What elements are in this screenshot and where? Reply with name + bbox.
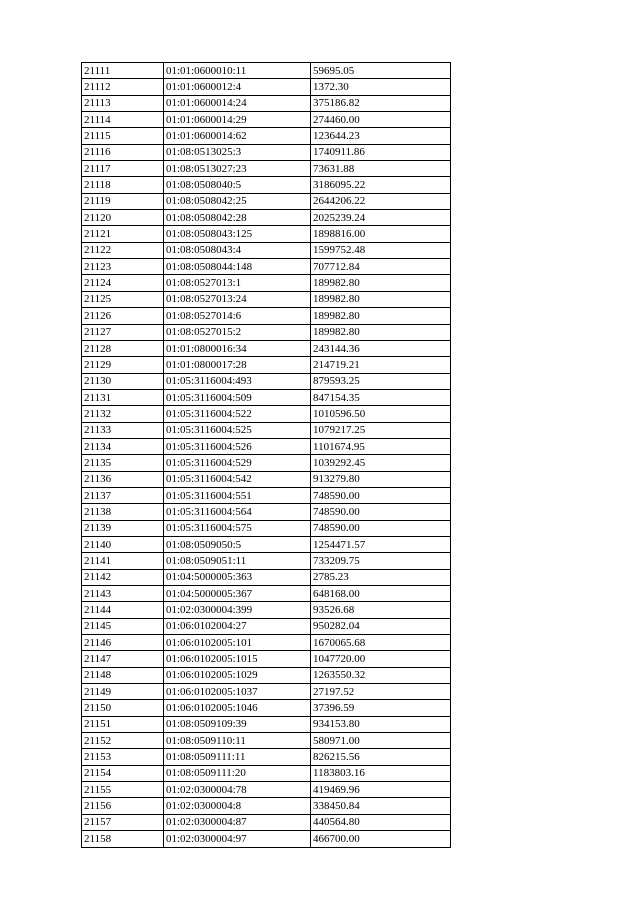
cadastral-number-cell: 01:01:0800017:28 [164,357,311,373]
table-row [82,275,451,291]
amount-cell: 123644.23 [311,128,451,144]
cadastral-number-cell: 01:08:0509110:11 [164,733,311,749]
table-row [82,422,451,438]
row-number-cell: 21123 [82,259,164,275]
table-row [82,79,451,95]
amount-cell: 93526.68 [311,602,451,618]
amount-cell: 847154.35 [311,389,451,405]
table-row [82,161,451,177]
table-row [82,635,451,651]
amount-cell: 2785.23 [311,569,451,585]
cadastral-number-cell: 01:06:0102005:1046 [164,700,311,716]
row-number-cell: 21127 [82,324,164,340]
table-row [82,733,451,749]
cadastral-number-cell: 01:01:0800016:34 [164,340,311,356]
row-number-cell: 21151 [82,716,164,732]
table-row [82,357,451,373]
table-row [82,504,451,520]
amount-cell: 214719.21 [311,357,451,373]
cadastral-number-cell: 01:08:0509109:39 [164,716,311,732]
cadastral-number-cell: 01:08:0508040:5 [164,177,311,193]
row-number-cell: 21139 [82,520,164,536]
row-number-cell: 21122 [82,242,164,258]
amount-cell: 707712.84 [311,259,451,275]
amount-cell: 59695.05 [311,63,451,79]
table-row [82,193,451,209]
amount-cell: 1254471.57 [311,536,451,552]
amount-cell: 243144.36 [311,340,451,356]
amount-cell: 466700.00 [311,831,451,847]
amount-cell: 748590.00 [311,504,451,520]
row-number-cell: 21134 [82,438,164,454]
table-row [82,684,451,700]
amount-cell: 3186095.22 [311,177,451,193]
row-number-cell: 21119 [82,193,164,209]
table-row [82,226,451,242]
cadastral-number-cell: 01:02:0300004:87 [164,814,311,830]
row-number-cell: 21112 [82,79,164,95]
table-row [82,651,451,667]
row-number-cell: 21148 [82,667,164,683]
cadastral-number-cell: 01:01:0600014:29 [164,112,311,128]
cadastral-number-cell: 01:02:0300004:399 [164,602,311,618]
cadastral-number-cell: 01:08:0527014:6 [164,308,311,324]
table-row [82,259,451,275]
row-number-cell: 21144 [82,602,164,618]
cadastral-number-cell: 01:08:0508042:28 [164,210,311,226]
row-number-cell: 21155 [82,782,164,798]
row-number-cell: 21133 [82,422,164,438]
amount-cell: 338450.84 [311,798,451,814]
amount-cell: 648168.00 [311,586,451,602]
amount-cell: 189982.80 [311,308,451,324]
row-number-cell: 21124 [82,275,164,291]
amount-cell: 73631.88 [311,161,451,177]
table-row [82,553,451,569]
amount-cell: 1079217.25 [311,422,451,438]
amount-cell: 748590.00 [311,487,451,503]
row-number-cell: 21125 [82,291,164,307]
table-row [82,455,451,471]
amount-cell: 826215.56 [311,749,451,765]
row-number-cell: 21128 [82,340,164,356]
table-row [82,536,451,552]
cadastral-number-cell: 01:04:5000005:363 [164,569,311,585]
amount-cell: 1047720.00 [311,651,451,667]
table-row [82,406,451,422]
cadastral-number-cell: 01:02:0300004:8 [164,798,311,814]
cadastral-number-cell: 01:08:0508043:4 [164,242,311,258]
amount-cell: 580971.00 [311,733,451,749]
amount-cell: 27197.52 [311,684,451,700]
row-number-cell: 21142 [82,569,164,585]
cadastral-number-cell: 01:05:3116004:493 [164,373,311,389]
table-row [82,438,451,454]
table-row [82,144,451,160]
cadastral-number-cell: 01:08:0513025:3 [164,144,311,160]
row-number-cell: 21146 [82,635,164,651]
row-number-cell: 21115 [82,128,164,144]
amount-cell: 2025239.24 [311,210,451,226]
table-row [82,798,451,814]
table-row [82,340,451,356]
cadastral-number-cell: 01:05:3116004:525 [164,422,311,438]
table-row [82,586,451,602]
amount-cell: 37396.59 [311,700,451,716]
table-row [82,814,451,830]
row-number-cell: 21117 [82,161,164,177]
cadastral-number-cell: 01:06:0102005:1037 [164,684,311,700]
cadastral-number-cell: 01:06:0102004:27 [164,618,311,634]
table-row [82,63,451,79]
cadastral-number-cell: 01:02:0300004:78 [164,782,311,798]
row-number-cell: 21116 [82,144,164,160]
amount-cell: 1898816.00 [311,226,451,242]
table-row [82,831,451,847]
row-number-cell: 21158 [82,831,164,847]
cadastral-number-cell: 01:08:0527015:2 [164,324,311,340]
amount-cell: 733209.75 [311,553,451,569]
cadastral-number-cell: 01:05:3116004:509 [164,389,311,405]
cadastral-number-cell: 01:05:3116004:522 [164,406,311,422]
row-number-cell: 21120 [82,210,164,226]
cadastral-number-cell: 01:08:0509051:11 [164,553,311,569]
cadastral-number-cell: 01:08:0527013:24 [164,291,311,307]
cadastral-number-cell: 01:05:3116004:542 [164,471,311,487]
table-row [82,667,451,683]
amount-cell: 1183803.16 [311,765,451,781]
table-body [82,63,451,848]
cadastral-number-cell: 01:08:0509050:5 [164,536,311,552]
row-number-cell: 21153 [82,749,164,765]
amount-cell: 1010596.50 [311,406,451,422]
row-number-cell: 21154 [82,765,164,781]
table-row [82,177,451,193]
amount-cell: 748590.00 [311,520,451,536]
table-row [82,700,451,716]
table-row [82,487,451,503]
row-number-cell: 21138 [82,504,164,520]
row-number-cell: 21152 [82,733,164,749]
data-table [81,62,451,848]
cadastral-number-cell: 01:08:0508044:148 [164,259,311,275]
amount-cell: 2644206.22 [311,193,451,209]
row-number-cell: 21143 [82,586,164,602]
row-number-cell: 21113 [82,95,164,111]
row-number-cell: 21130 [82,373,164,389]
table-row [82,716,451,732]
amount-cell: 934153.80 [311,716,451,732]
row-number-cell: 21136 [82,471,164,487]
cadastral-number-cell: 01:08:0509111:11 [164,749,311,765]
row-number-cell: 21126 [82,308,164,324]
cadastral-number-cell: 01:05:3116004:529 [164,455,311,471]
cadastral-number-cell: 01:08:0527013:1 [164,275,311,291]
cadastral-number-cell: 01:05:3116004:551 [164,487,311,503]
amount-cell: 1101674.95 [311,438,451,454]
row-number-cell: 21141 [82,553,164,569]
amount-cell: 1372.30 [311,79,451,95]
table-row [82,324,451,340]
amount-cell: 913279.80 [311,471,451,487]
amount-cell: 1599752.48 [311,242,451,258]
cadastral-number-cell: 01:06:0102005:1015 [164,651,311,667]
table-row [82,471,451,487]
cadastral-number-cell: 01:02:0300004:97 [164,831,311,847]
table-row [82,782,451,798]
cadastral-number-cell: 01:01:0600012:4 [164,79,311,95]
cadastral-number-cell: 01:05:3116004:564 [164,504,311,520]
table-row [82,242,451,258]
row-number-cell: 21121 [82,226,164,242]
amount-cell: 419469.96 [311,782,451,798]
row-number-cell: 21132 [82,406,164,422]
amount-cell: 440564.80 [311,814,451,830]
cadastral-number-cell: 01:08:0508043:125 [164,226,311,242]
cadastral-number-cell: 01:01:0600014:24 [164,95,311,111]
amount-cell: 274460.00 [311,112,451,128]
row-number-cell: 21137 [82,487,164,503]
amount-cell: 189982.80 [311,275,451,291]
amount-cell: 189982.80 [311,324,451,340]
row-number-cell: 21140 [82,536,164,552]
cadastral-number-cell: 01:08:0513027:23 [164,161,311,177]
amount-cell: 1670065.68 [311,635,451,651]
table-row [82,112,451,128]
cadastral-number-cell: 01:08:0508042:25 [164,193,311,209]
amount-cell: 189982.80 [311,291,451,307]
row-number-cell: 21150 [82,700,164,716]
amount-cell: 1740911.86 [311,144,451,160]
table-row [82,602,451,618]
table-row [82,569,451,585]
amount-cell: 1039292.45 [311,455,451,471]
cadastral-number-cell: 01:08:0509111:20 [164,765,311,781]
row-number-cell: 21157 [82,814,164,830]
cadastral-number-cell: 01:04:5000005:367 [164,586,311,602]
cadastral-number-cell: 01:05:3116004:575 [164,520,311,536]
cadastral-number-cell: 01:06:0102005:101 [164,635,311,651]
amount-cell: 879593.25 [311,373,451,389]
cadastral-number-cell: 01:01:0600010:11 [164,63,311,79]
table-row [82,749,451,765]
table-row [82,520,451,536]
row-number-cell: 21149 [82,684,164,700]
cadastral-number-cell: 01:01:0600014:62 [164,128,311,144]
table-row [82,765,451,781]
row-number-cell: 21156 [82,798,164,814]
cadastral-number-cell: 01:06:0102005:1029 [164,667,311,683]
amount-cell: 375186.82 [311,95,451,111]
amount-cell: 1263550.32 [311,667,451,683]
row-number-cell: 21118 [82,177,164,193]
table-row [82,291,451,307]
table-row [82,210,451,226]
table-row [82,373,451,389]
row-number-cell: 21111 [82,63,164,79]
table-row [82,308,451,324]
table-row [82,128,451,144]
cadastral-number-cell: 01:05:3116004:526 [164,438,311,454]
row-number-cell: 21131 [82,389,164,405]
table-row [82,95,451,111]
amount-cell: 950282.04 [311,618,451,634]
row-number-cell: 21145 [82,618,164,634]
table-row [82,618,451,634]
row-number-cell: 21114 [82,112,164,128]
row-number-cell: 21135 [82,455,164,471]
row-number-cell: 21147 [82,651,164,667]
table-row [82,389,451,405]
row-number-cell: 21129 [82,357,164,373]
